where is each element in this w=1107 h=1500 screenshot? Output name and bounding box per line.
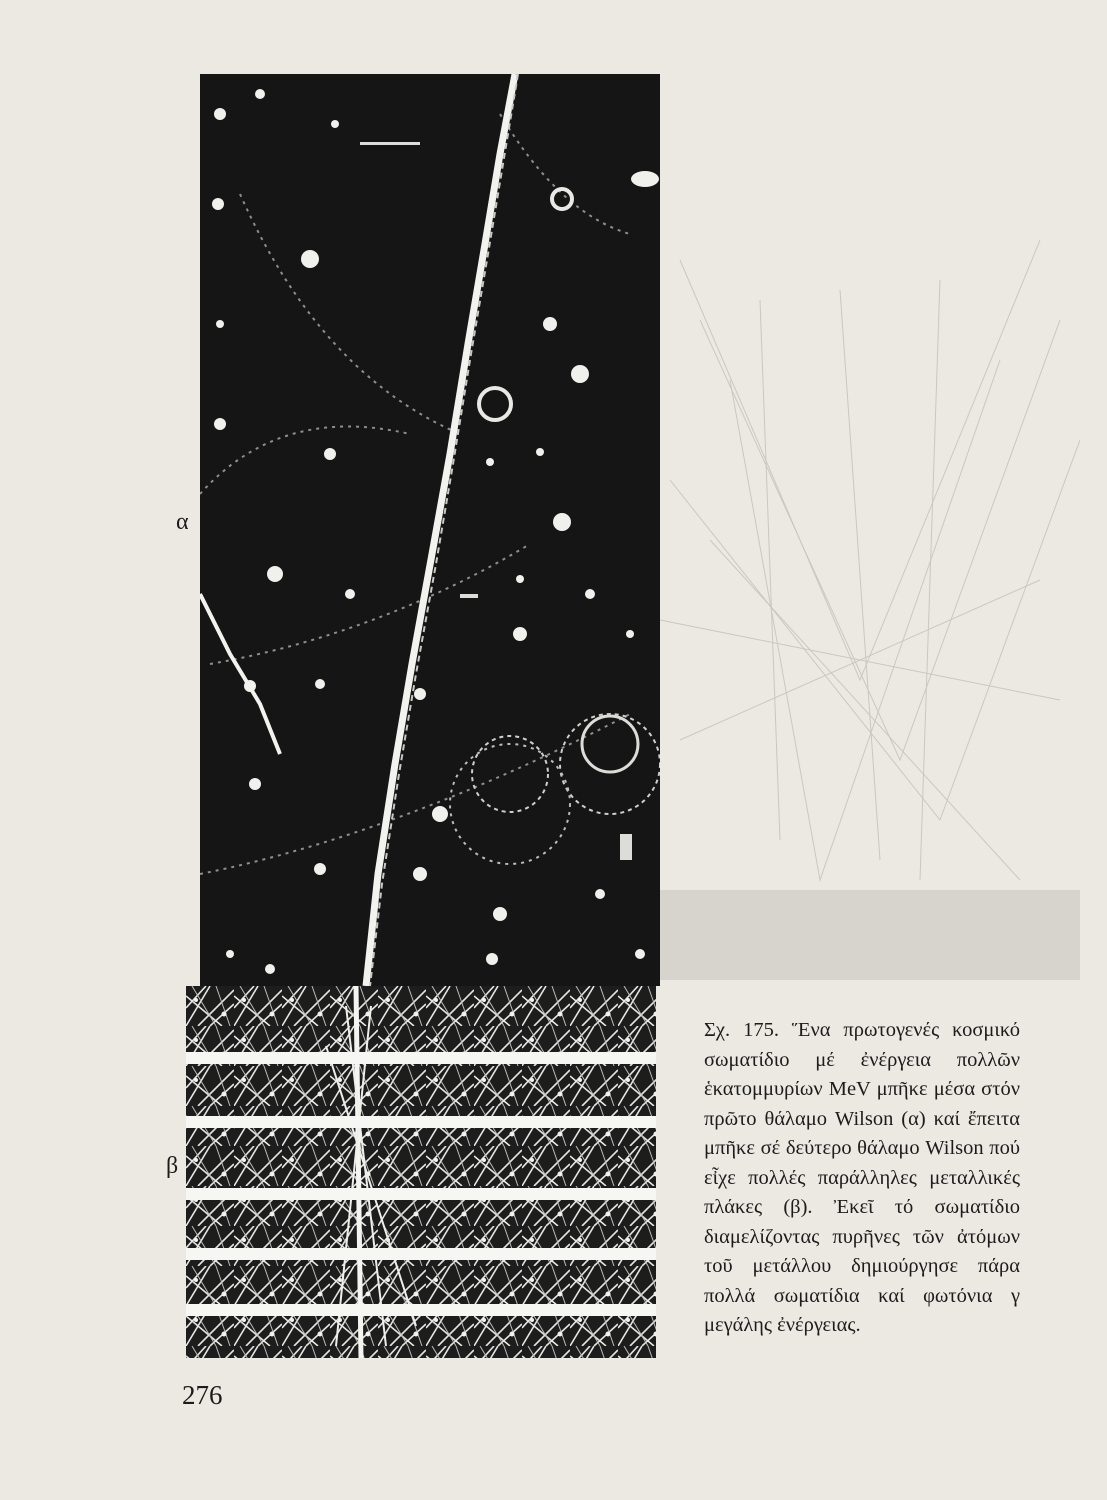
caption-text: Ἕνα πρωτογενές κοσμικό σωματίδιο μέ ἐνέργεια πολλῶν ἑκατομμυρίων MeV μπῆκε μέσα στόν πρῶτο θάλαμο Wilson (α) καί ἔπειτα μπῆκε σέ δεύτερο θάλαμο Wilson πού εἶχε πολλές παράλληλες μεταλλικές πλάκες (β). Ἐκεῖ τό σωματίδιο διαμελίζοντας πυρῆνες τῶν ἀτόμων τοῦ μετάλλου δημιούργησε πάρα πολλά σωματίδια καί φωτόνια γ μεγάλης ἐνέργειας. — [704, 1019, 1021, 1336]
figure-caption — [704, 1016, 1020, 1341]
figure-label-a: α — [176, 509, 189, 535]
cloud-chamber-photo-b — [186, 986, 656, 1358]
page-number: 276 — [182, 1380, 223, 1410]
cloud-chamber-photo-a — [200, 74, 660, 986]
caption-number: Σχ. 175. — [704, 1019, 779, 1041]
figure-label-b: β — [166, 1153, 179, 1179]
